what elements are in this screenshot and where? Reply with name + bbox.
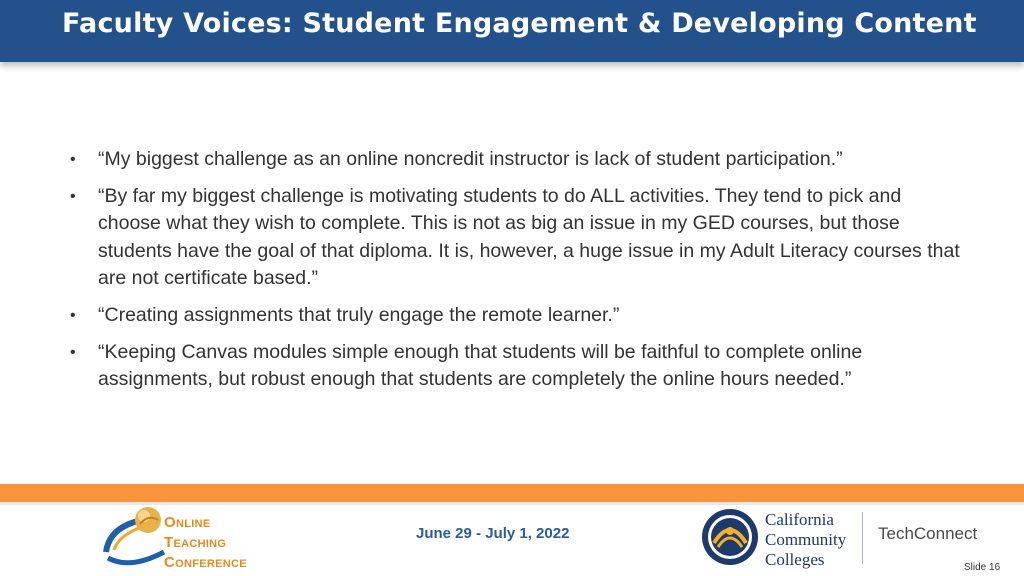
list-item bbox=[62, 302, 962, 330]
bullet-icon: • bbox=[70, 187, 76, 205]
quote-text: “By far my biggest challenge is motivating students to do ALL activities. They tend to pick and choose what they wish to complete. This is not as big an issue in my GED courses, but those students have the goal of that diploma. It is, however, a huge issue in my Adult Literacy courses that are not certificate based.” bbox=[98, 184, 960, 290]
ccc-seal-logo bbox=[700, 507, 760, 567]
ccc-line-colleges: Colleges bbox=[765, 550, 825, 569]
quote-text: “Creating assignments that truly engage the remote learner.” bbox=[98, 303, 620, 326]
quote-text: “Keeping Canvas modules simple enough that students will be faithful to complete online assignments, but robust enough that students are completely the online hours needed.” bbox=[98, 340, 863, 391]
otc-logo-text bbox=[164, 513, 247, 573]
list-item bbox=[62, 339, 962, 394]
quote-text: “My biggest challenge as an online noncredit instructor is lack of student participation.” bbox=[98, 148, 843, 170]
quote-list bbox=[62, 146, 962, 394]
slide-content bbox=[62, 146, 962, 403]
bullet-icon: • bbox=[70, 306, 76, 324]
slide-number: Slide 16 bbox=[964, 562, 1001, 573]
list-item bbox=[62, 146, 962, 174]
otc-line-teaching: Teaching bbox=[164, 534, 227, 551]
bullet-icon: • bbox=[70, 151, 76, 168]
ccc-line-community: Community bbox=[765, 530, 847, 549]
conference-dates: June 29 - July 1, 2022 bbox=[416, 525, 570, 542]
otc-line-online: Online bbox=[164, 514, 211, 531]
footer-accent-bar bbox=[0, 484, 1024, 502]
otc-line-conference: Conference bbox=[164, 554, 247, 571]
title-bar bbox=[0, 0, 1024, 62]
techconnect-label: TechConnect bbox=[878, 524, 978, 543]
page-title: Faculty Voices: Student Engagement & Developing Content bbox=[62, 8, 977, 39]
bullet-icon: • bbox=[70, 343, 76, 361]
logo-divider bbox=[862, 512, 863, 564]
list-item bbox=[62, 183, 962, 293]
ccc-wordmark bbox=[765, 510, 846, 570]
ccc-line-california: California bbox=[765, 510, 834, 529]
